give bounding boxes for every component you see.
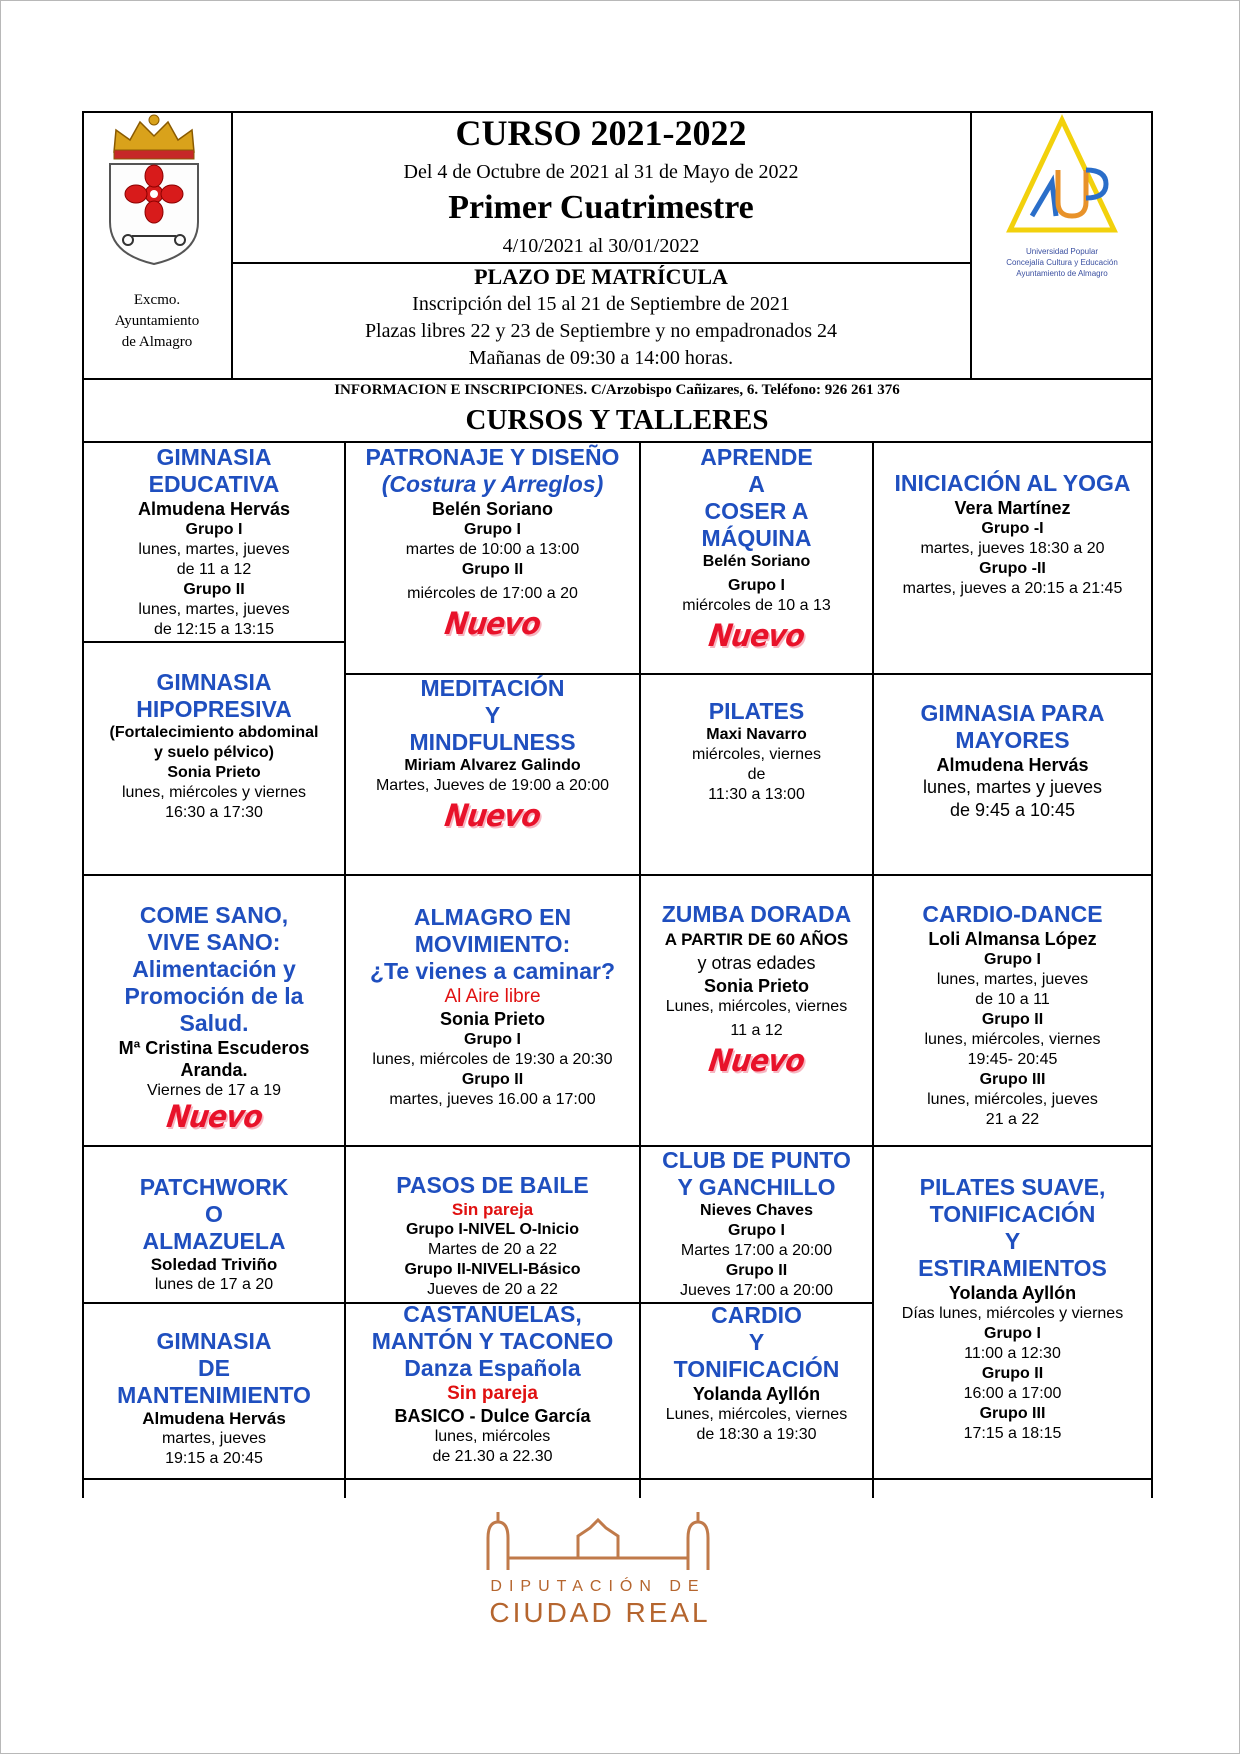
- enrollment-line: Mañanas de 09:30 a 14:00 horas.: [468, 347, 734, 369]
- course-pasos-de-baile: [346, 1172, 639, 1300]
- instructor: BASICO - Dulce García: [394, 1406, 591, 1426]
- schedule: 19:45- 20:45: [967, 1051, 1058, 1068]
- diputacion-logo-line1: DIPUTACIÓN DE: [490, 1578, 706, 1595]
- course-title: PILATES: [708, 698, 805, 724]
- course-note: Sin pareja: [451, 1200, 534, 1219]
- course-coser-maquina: [641, 444, 872, 652]
- instructor: Belén Soriano: [431, 499, 554, 519]
- group-label: Grupo II: [981, 1011, 1044, 1028]
- schedule: lunes, martes, jueves: [936, 971, 1089, 988]
- course-title: PASOS DE BAILE: [396, 1172, 589, 1198]
- course-gimnasia-mantenimiento: [84, 1328, 344, 1469]
- instructor: Yolanda Ayllón: [948, 1283, 1077, 1303]
- instructor: Sonia Prieto: [167, 764, 261, 781]
- course-meditacion: [346, 675, 639, 832]
- group-label: Grupo I: [728, 577, 785, 594]
- group-label: Grupo II: [461, 561, 524, 578]
- rule: [1151, 111, 1153, 1498]
- group-label: Grupo I-NIVEL O-Inicio: [405, 1221, 580, 1238]
- course-cardio-tonificacion: [641, 1302, 872, 1445]
- schedule: Martes, Jueves de 19:00 a 20:00: [375, 777, 610, 794]
- course-title: GIMNASIA: [156, 444, 272, 470]
- universidad-popular-logo: [1002, 112, 1122, 237]
- schedule: lunes, martes y jueves: [922, 777, 1103, 797]
- schedule: Jueves de 20 a 22: [427, 1281, 558, 1298]
- schedule: Días lunes, miércoles y viernes: [901, 1305, 1124, 1322]
- new-badge: Nuevo: [706, 617, 807, 654]
- group-label: Grupo III: [979, 1071, 1046, 1088]
- course-title: COSER A: [704, 498, 809, 524]
- schedule: lunes, martes, jueves: [138, 601, 290, 618]
- instructor: Mª Cristina Escuderos: [118, 1038, 310, 1058]
- course-note: (Fortalecimiento abdominal: [109, 724, 319, 741]
- group-label: Grupo II: [981, 1365, 1044, 1382]
- course-gimnasia-mayores: [874, 700, 1151, 822]
- new-badge: Nuevo: [442, 605, 543, 642]
- schedule: Lunes, miércoles, viernes: [665, 998, 848, 1015]
- course-patchwork: [84, 1174, 344, 1295]
- course-title: Y: [484, 702, 501, 728]
- new-badge: Nuevo: [442, 797, 543, 834]
- schedule: 11:30 a 13:00: [708, 786, 805, 803]
- rule: [82, 1478, 1153, 1480]
- course-title: GIMNASIA PARA: [920, 700, 1105, 726]
- up-logo-caption: Concejalía Cultura y Educación: [1006, 258, 1118, 267]
- schedule: 17:15 a 18:15: [963, 1425, 1062, 1442]
- course-title: Promoción de la: [124, 983, 304, 1009]
- schedule: 16:00 a 17:00: [963, 1385, 1062, 1402]
- schedule: 19:15 a 20:45: [165, 1450, 263, 1467]
- instructor: Maxi Navarro: [706, 726, 807, 743]
- course-title: MINDFULNESS: [409, 729, 576, 755]
- course-club-punto: [641, 1147, 872, 1301]
- up-logo-caption: Universidad Popular: [1025, 247, 1099, 256]
- instructor: Aranda.: [180, 1060, 248, 1080]
- instructor: Almudena Hervás: [936, 755, 1089, 775]
- schedule: miércoles de 17:00 a 20: [407, 585, 578, 602]
- schedule: 11:00 a 12:30: [964, 1345, 1061, 1362]
- course-title: MAYORES: [955, 727, 1070, 753]
- course-title: MÁQUINA: [701, 525, 812, 551]
- rule: [82, 441, 1153, 443]
- instructor: Sonia Prieto: [439, 1009, 546, 1029]
- course-title: HIPOPRESIVA: [136, 696, 292, 722]
- course-title: GIMNASIA: [156, 1328, 272, 1354]
- schedule: de 18:30 a 19:30: [696, 1426, 817, 1443]
- schedule: Lunes, miércoles, viernes: [665, 1406, 848, 1423]
- course-title: PILATES SUAVE,: [919, 1174, 1106, 1200]
- course-title: MEDITACIÓN: [420, 675, 565, 701]
- municipality-caption: Excmo. Ayuntamiento de Almagro: [114, 292, 200, 350]
- course-pilates-suave: [874, 1174, 1151, 1444]
- group-label: Grupo II: [725, 1262, 788, 1279]
- instructor: Almudena Hervás: [142, 1409, 286, 1428]
- course-note: Sin pareja: [447, 1383, 538, 1404]
- course-zumba-dorada: [641, 901, 872, 1077]
- course-title: CARDIO: [711, 1302, 802, 1328]
- schedule: lunes de 17 a 20: [154, 1276, 274, 1293]
- group-label: Grupo I: [464, 1031, 521, 1048]
- group-label: Grupo I: [185, 521, 243, 538]
- course-title: ZUMBA DORADA: [661, 901, 852, 927]
- group-label: Grupo -I: [981, 520, 1044, 537]
- course-patronaje: [346, 444, 639, 640]
- course-title: MANTENIMIENTO: [117, 1382, 311, 1408]
- instructor: Yolanda Ayllón: [692, 1384, 821, 1404]
- schedule: 16:30 a 17:30: [165, 804, 263, 821]
- new-badge: Nuevo: [706, 1042, 807, 1079]
- rule: [970, 111, 972, 378]
- course-title: MOVIMIENTO:: [414, 931, 571, 957]
- course-title: GIMNASIA: [156, 669, 272, 695]
- schedule: lunes, miércoles: [434, 1428, 551, 1445]
- course-gimnasia-educativa: [84, 444, 344, 640]
- instructor: Nieves Chaves: [700, 1202, 813, 1219]
- schedule: miércoles, viernes: [692, 746, 821, 763]
- course-title: TONIFICACIÓN: [929, 1201, 1096, 1227]
- course-title: PATRONAJE Y DISEÑO: [365, 444, 620, 470]
- schedule: martes, jueves 16.00 a 17:00: [389, 1091, 596, 1108]
- schedule: de 12:15 a 13:15: [153, 621, 275, 638]
- course-note: y otras edades: [697, 953, 816, 973]
- schedule: lunes, miércoles y viernes: [121, 784, 307, 801]
- course-title: CARDIO-DANCE: [922, 901, 1103, 927]
- schedule: lunes, martes, jueves: [138, 541, 290, 558]
- schedule: 11 a 12: [730, 1022, 783, 1039]
- diputacion-logo-line2: CIUDAD REAL: [455, 1596, 745, 1630]
- schedule: lunes, miércoles de 19:30 a 20:30: [372, 1051, 613, 1068]
- course-gimnasia-hipopresiva: [84, 669, 344, 823]
- schedule: martes de 10:00 a 13:00: [405, 541, 580, 558]
- course-title: ¿Te vienes a caminar?: [369, 958, 615, 984]
- course-note: Al Aire libre: [444, 986, 541, 1007]
- course-pilates: [641, 698, 872, 805]
- course-title: PATCHWORK: [139, 1174, 289, 1200]
- instructor: Almudena Hervás: [137, 499, 291, 519]
- rule: [82, 874, 1153, 876]
- info-line: INFORMACION E INSCRIPCIONES. C/Arzobispo Cañizares, 6. Teléfono: 926 261 376: [334, 382, 900, 398]
- course-dates: Del 4 de Octubre de 2021 al 31 de Mayo de 2022: [403, 161, 799, 183]
- schedule: miércoles de 10 a 13: [682, 597, 831, 614]
- coat-of-arms-logo: [96, 112, 212, 267]
- schedule: Viernes de 17 a 19: [146, 1082, 282, 1099]
- term-title: Primer Cuatrimestre: [448, 189, 754, 226]
- instructor: Vera Martínez: [954, 498, 1071, 518]
- course-title: ALMAZUELA: [142, 1228, 286, 1254]
- group-label: Grupo II: [461, 1071, 524, 1088]
- enrollment-title: PLAZO DE MATRÍCULA: [474, 264, 728, 289]
- schedule: 21 a 22: [985, 1111, 1040, 1128]
- schedule: de 21.30 a 22.30: [432, 1448, 553, 1465]
- new-badge: Nuevo: [164, 1098, 265, 1135]
- schedule: lunes, miércoles, jueves: [927, 1091, 1098, 1108]
- course-title: ALMAGRO EN: [413, 904, 572, 930]
- schedule: martes, jueves 18:30 a 20: [920, 540, 1105, 557]
- course-title: O: [205, 1201, 223, 1227]
- group-label: Grupo I: [464, 521, 521, 538]
- rule: [82, 641, 345, 643]
- course-title: VIVE SANO:: [147, 929, 281, 955]
- course-cardio-dance: [874, 901, 1151, 1130]
- course-title: DE: [198, 1355, 230, 1381]
- schedule: de 10 a 11: [975, 991, 1050, 1008]
- course-title: ESTIRAMIENTOS: [918, 1255, 1107, 1281]
- diputacion-logo-graphic: [478, 1508, 718, 1578]
- course-title: A: [748, 471, 765, 497]
- schedule: lunes, miércoles, viernes: [924, 1031, 1101, 1048]
- course-title: CASTANUELAS,: [403, 1301, 582, 1327]
- course-title: Y: [1004, 1228, 1021, 1254]
- course-title: MANTÓN Y TACONEO: [371, 1328, 614, 1354]
- schedule: martes, jueves: [161, 1430, 267, 1447]
- schedule: de 11 a 12: [176, 561, 252, 578]
- course-title: EDUCATIVA: [148, 471, 280, 497]
- course-title: Alimentación y: [132, 956, 296, 982]
- group-label: Grupo II: [183, 581, 245, 598]
- course-title: TONIFICACIÓN: [673, 1356, 840, 1382]
- instructor: Soledad Triviño: [150, 1255, 278, 1274]
- schedule: Jueves 17:00 a 20:00: [679, 1282, 833, 1299]
- instructor: Belén Soriano: [702, 553, 811, 570]
- enrollment-line: Plazas libres 22 y 23 de Septiembre y no empadronados 24: [364, 320, 838, 342]
- rule: [82, 1145, 1153, 1147]
- schedule: Martes de 20 a 22: [428, 1241, 557, 1258]
- course-title: COME SANO,: [139, 902, 289, 928]
- enrollment-line: Inscripción del 15 al 21 de Septiembre de 2021: [412, 293, 790, 315]
- group-label: Grupo -II: [979, 560, 1046, 577]
- course-title: INICIACIÓN AL YOGA: [894, 470, 1131, 496]
- course-castanuelas: [346, 1301, 639, 1467]
- schedule: Martes 17:00 a 20:00: [680, 1242, 833, 1259]
- course-note: A PARTIR DE 60 AÑOS: [664, 930, 849, 949]
- course-title: Salud.: [179, 1010, 249, 1036]
- course-title: APRENDE: [700, 444, 813, 470]
- instructor: Miriam Alvarez Galindo: [404, 757, 581, 774]
- up-logo-caption: Ayuntamiento de Almagro: [1016, 269, 1108, 278]
- group-label: Grupo I: [984, 1325, 1041, 1342]
- course-come-sano: [84, 902, 344, 1133]
- course-title: CLUB DE PUNTO: [662, 1147, 851, 1173]
- course-title: CURSO 2021-2022: [455, 113, 747, 153]
- instructor: Loli Almansa López: [928, 929, 1097, 949]
- course-title: Y: [748, 1329, 765, 1355]
- group-label: Grupo I: [984, 951, 1041, 968]
- schedule: martes, jueves a 20:15 a 21:45: [902, 580, 1123, 597]
- course-subtitle: (Costura y Arreglos): [381, 471, 604, 497]
- course-title: Danza Española: [404, 1355, 581, 1381]
- section-title: CURSOS Y TALLERES: [465, 404, 769, 436]
- schedule: de 9:45 a 10:45: [949, 800, 1076, 820]
- group-label: Grupo III: [979, 1405, 1046, 1422]
- group-label: Grupo II-NIVELI-Básico: [404, 1261, 581, 1278]
- course-yoga: [874, 470, 1151, 599]
- course-title: Y GANCHILLO: [677, 1174, 836, 1200]
- group-label: Grupo I: [728, 1222, 785, 1239]
- instructor: Sonia Prieto: [703, 976, 810, 996]
- schedule: de: [747, 766, 766, 783]
- term-dates: 4/10/2021 al 30/01/2022: [502, 235, 700, 257]
- course-note: y suelo pélvico): [153, 744, 275, 761]
- course-almagro-movimiento: [346, 904, 639, 1110]
